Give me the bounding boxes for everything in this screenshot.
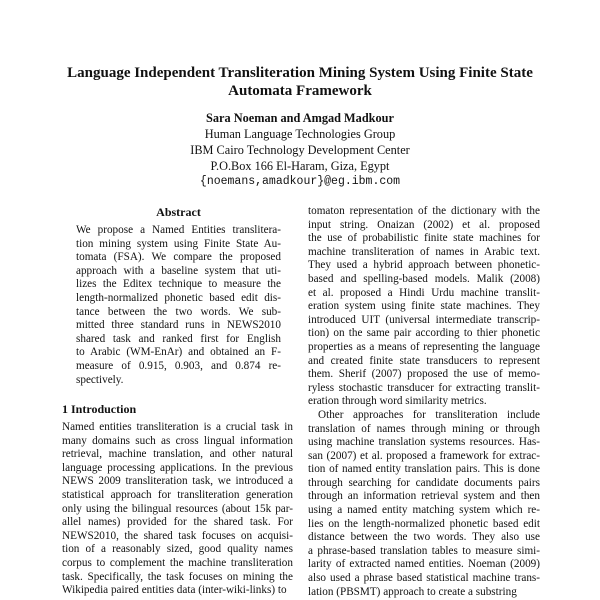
text-line: the use of probabilistic finite state machines for <box>308 232 540 245</box>
author-block <box>100 110 500 190</box>
text-line: and created finite state transducers to represent <box>308 354 540 367</box>
text-line: them. Sherif (2007) proposed the use of memo- <box>308 368 540 381</box>
text-line: through an information retrieval system and then <box>308 490 540 503</box>
title-line: Language Independent Transliteration Mining System Using Finite State <box>67 65 533 81</box>
text-line: a phrase-based translation tables to measure simi- <box>308 544 540 557</box>
text-line: approach with a baseline system that uti- <box>76 264 281 277</box>
text-line: lies on the length-normalized phonetic based edit <box>308 517 540 530</box>
text-line: tomaton representation of the dictionary with the <box>308 205 540 217</box>
text-line: statistical approach for transliteration generation <box>62 488 293 501</box>
text-line: eration system using finite state machines. They <box>308 300 540 313</box>
text-line: tion of named entity translation pairs. This is done <box>308 463 540 476</box>
text-line: They used a hybrid approach between phonetic- <box>308 259 540 272</box>
text-line: based and spelling-based models. Malik (2008) <box>308 272 540 285</box>
text-line: machine transliteration of names in Arabic text. <box>308 245 540 258</box>
text-line: many domains such as cross lingual information <box>62 434 293 447</box>
author-email: {noemans,amadkour}@eg.ibm.com <box>199 175 401 188</box>
text-line: lation (PBSMT) approach to create a substring <box>308 585 517 598</box>
text-line: introduced UIT (universal intermediate transcrip- <box>308 313 540 326</box>
text-line: ryless stochastic transducer for extracting translit- <box>308 381 540 394</box>
text-line: NEWS2010, the shared task focuses on acquisi- <box>62 529 293 542</box>
abstract-heading: Abstract <box>156 205 201 219</box>
affiliation-address: P.O.Box 166 El-Haram, Giza, Egypt <box>210 159 390 173</box>
text-line: using machine translation systems resources. Has- <box>308 436 540 449</box>
abstract <box>76 204 281 387</box>
text-line: length-normalized phonetic based edit dis- <box>76 291 281 304</box>
text-line: through searching for candidate documents pairs <box>308 476 540 489</box>
paper-title <box>10 64 590 100</box>
text-line: san (2007) et al. proposed a framework for extrac- <box>308 449 540 462</box>
right-column <box>308 205 540 599</box>
introduction-section <box>62 401 293 598</box>
affiliation-group: Human Language Technologies Group <box>204 127 396 141</box>
text-line: Wikipedia paired entities data (inter-wiki-links) to <box>62 584 287 597</box>
text-line: tance between the two words. We sub- <box>76 305 281 318</box>
text-line: mitted three standard runs in NEWS2010 <box>76 319 281 332</box>
text-line: tion mining system using Finite State Au- <box>76 237 281 250</box>
text-line: allel names) provided for the shared task. For <box>62 516 293 529</box>
text-line: translation of names through mining or through <box>308 422 540 435</box>
text-line: We propose a Named Entities translitera- <box>76 224 281 236</box>
text-line: measure of 0.915, 0.903, and 0.874 re- <box>76 359 281 372</box>
text-line: larity of extracted named entities. Noeman (2009) <box>308 558 540 571</box>
text-line: spectively. <box>76 373 124 386</box>
text-line: language processing applications. In the previous <box>62 461 293 474</box>
author-names: Sara Noeman and Amgad Madkour <box>206 111 394 125</box>
text-line: corpus to complement the machine transliteration <box>62 556 293 569</box>
text-line: also used a phrase based statistical machine trans- <box>308 572 540 585</box>
text-line: NEWS 2009 transliteration task, we introduced a <box>62 475 293 488</box>
section-heading: 1 Introduction <box>62 402 137 416</box>
text-line: tion) on the same pair according to thier phonetic <box>308 327 540 340</box>
text-line: to Arabic (WM-EnAr) and obtained an F- <box>76 346 281 359</box>
text-line: only using the bilingual resources (about 15k par- <box>62 502 293 515</box>
text-line: tion of a reasonably sized, good quality names <box>62 543 293 556</box>
affiliation-center: IBM Cairo Technology Development Center <box>190 143 410 157</box>
text-line: using a named entity matching system which re- <box>308 504 540 517</box>
text-line: eration through word similarity metrics. <box>308 395 487 408</box>
text-line: Other approaches for transliteration include <box>318 408 540 421</box>
text-line: shared task and ranked first for English <box>76 332 281 345</box>
text-line: input string. Onaizan (2002) et al. proposed <box>308 218 540 231</box>
text-line: task. Specifically, the task focuses on mining the <box>62 570 293 583</box>
text-line: et al. proposed a Hindi Urdu machine translit- <box>308 286 540 299</box>
text-line: lizes the Editex technique to measure the <box>76 278 281 291</box>
text-line: tomata (FSA). We compare the proposed <box>76 251 281 264</box>
text-line: distance between the two words. They also use <box>308 531 540 544</box>
text-line: properties as a means of representing the language <box>308 340 540 353</box>
text-line: retrieval, machine translation, and other natural <box>62 448 293 461</box>
title-line: Automata Framework <box>228 83 372 99</box>
text-line: Named entities transliteration is a crucial task in <box>62 421 293 433</box>
